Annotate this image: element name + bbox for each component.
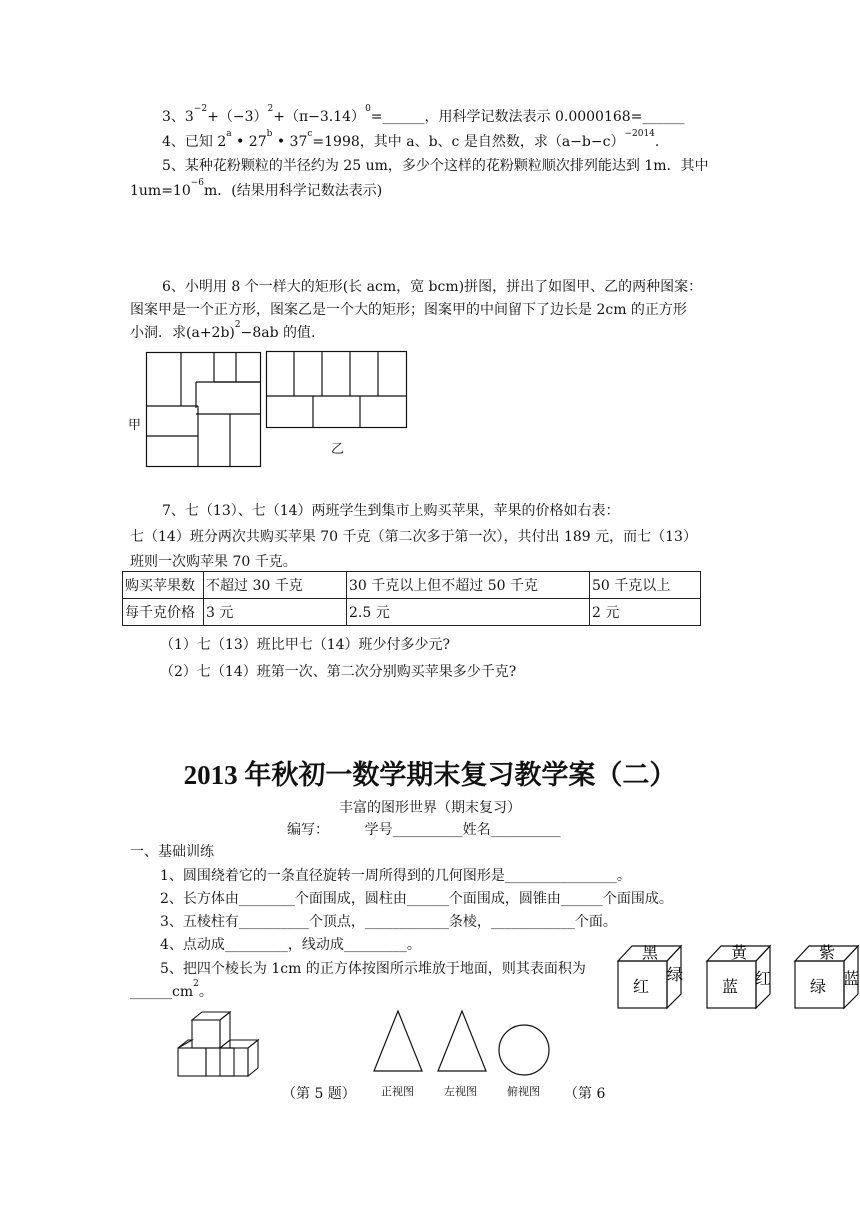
q7-sub1: （1）七（13）班比甲七（14）班少付多少元? bbox=[160, 637, 451, 653]
subtitle: 丰富的图形世界（期末复习） bbox=[339, 800, 521, 816]
table-cell: 30 千克以上但不超过 50 千克 bbox=[347, 572, 590, 599]
front-view-triangle bbox=[372, 1009, 424, 1073]
cube-top-label: 黄 bbox=[730, 943, 748, 962]
left-view-label: 左视图 bbox=[444, 1085, 477, 1098]
top-view-circle bbox=[497, 1023, 551, 1077]
table-row bbox=[123, 599, 701, 626]
cube-top-label: 紫 bbox=[818, 943, 836, 962]
table-cell: 购买苹果数 bbox=[123, 572, 204, 599]
q6-line1: 6、小明用 8 个一样大的矩形(长 acm，宽 bcm)拼图，拼出了如图甲、乙的两种图案： bbox=[162, 279, 703, 295]
front-view-label: 正视图 bbox=[381, 1085, 414, 1098]
table-cell: 不超过 30 千克 bbox=[204, 572, 347, 599]
cube-1 bbox=[617, 944, 683, 1010]
cube-top-label: 黑 bbox=[641, 943, 659, 962]
table-cell: 2.5 元 bbox=[347, 599, 590, 626]
cube-front-label: 红 bbox=[632, 977, 650, 996]
cube-side-label: 蓝 bbox=[842, 969, 860, 988]
p2-q5-line2: $\_\_\_\_\_\_cm^2$。 bbox=[130, 979, 213, 1000]
q6-line3: 小洞．求$(a+2b)^2-8ab$ 的值. bbox=[130, 320, 316, 341]
table-cell: 3 元 bbox=[204, 599, 347, 626]
table-row bbox=[123, 572, 701, 599]
p2-q2: 2、长方体由________个面围成，圆柱由______个面围成，圆锥由______个面围成。 bbox=[160, 891, 673, 907]
q5-line2: $1um=10^{-6}m$．(结果用科学记数法表示) bbox=[130, 178, 383, 199]
q7-sub2: （2）七（14）班第一次、第二次分别购买苹果多少千克? bbox=[160, 664, 517, 680]
q6-line2: 图案甲是一个正方形，图案乙是一个大的矩形；图案甲的中间留下了边长是 2cm 的正方形 bbox=[130, 302, 687, 318]
p2-q5-line1: 5、把四个棱长为 1cm 的正方体按图所示堆放于地面，则其表面积为 bbox=[160, 961, 586, 977]
student-info: 编写： 学号__________姓名__________ bbox=[287, 822, 561, 838]
figure-jia bbox=[146, 352, 262, 468]
p2-q4: 4、点动成_________，线动成_________。 bbox=[160, 937, 421, 953]
q4-line: 4、已知 2$^a$ • 27$^b$ • $37^c=1998$，其中 a、b、c 是自然数，求$(a-b-c)^{-2014}$. bbox=[162, 129, 660, 150]
q7-line2: 七（14）班分两次共购买苹果 70 千克（第二次多于第一次），共付出 189 元，而七（13） bbox=[130, 529, 697, 545]
apple-price-table bbox=[122, 571, 701, 626]
label-yi: 乙 bbox=[331, 442, 345, 457]
fig6-caption: （第 6 bbox=[564, 1086, 606, 1102]
cube-3 bbox=[794, 944, 860, 1010]
section-heading: 一、基础训练 bbox=[130, 844, 214, 860]
cube-front-label: 绿 bbox=[809, 977, 827, 996]
cube-side-label: 绿 bbox=[666, 965, 684, 984]
p2-q3: 3、五棱柱有__________个顶点，____________条棱，____________个面。 bbox=[160, 914, 617, 930]
table-cell: 50 千克以上 bbox=[590, 572, 701, 599]
fig5-caption: （第 5 题） bbox=[282, 1086, 356, 1102]
table-cell: 2 元 bbox=[590, 599, 701, 626]
cube-2 bbox=[706, 944, 772, 1010]
q5-line1: 5、某种花粉颗粒的半径约为 25 um，多少个这样的花粉颗粒顺次排列能达到 1m．其中 bbox=[162, 158, 709, 174]
left-view-triangle bbox=[436, 1009, 488, 1073]
cube-front-label: 蓝 bbox=[721, 977, 739, 996]
p2-q1: 1、圆围绕着它的一条直径旋转一周所得到的几何图形是________________。 bbox=[160, 868, 631, 884]
q7-line3: 班则一次购苹果 70 千克。 bbox=[130, 554, 297, 570]
q3-line: 3、$3^{-2}+(-3)^2+(\pi-3.14)^0=\_\_\_\_\_\_$，用科学记数法表示 0.0000168=______ bbox=[162, 104, 685, 125]
stacked-cubes-figure bbox=[176, 1010, 272, 1082]
q7-line1: 7、七（13）、七（14）两班学生到集市上购买苹果，苹果的价格如右表： bbox=[162, 503, 620, 519]
cube-side-label: 红 bbox=[754, 969, 772, 988]
label-jia: 甲 bbox=[128, 418, 142, 433]
page-title: 2013 年秋初一数学期末复习教学案（二） bbox=[183, 760, 677, 790]
table-cell: 每千克价格 bbox=[123, 599, 204, 626]
figure-yi bbox=[266, 351, 408, 429]
top-view-label: 俯视图 bbox=[507, 1085, 540, 1098]
